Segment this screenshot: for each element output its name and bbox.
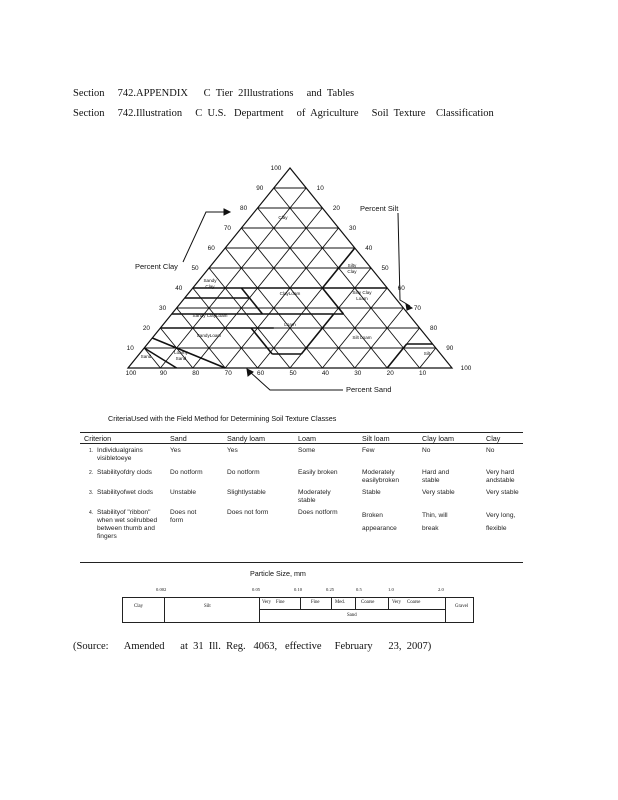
clay-arrow-line — [183, 212, 224, 262]
row4-sandy-loam: Does not form — [227, 509, 269, 516]
region-loamy-sand-2: Sand — [175, 356, 187, 361]
clay-tick-label: 70 — [223, 225, 231, 232]
scale-coarse-1: Coarse — [361, 600, 375, 605]
scale-fine-1: Fine — [276, 600, 285, 605]
sand-tick-label: 90 — [159, 370, 167, 377]
row3-loam: Moderately stable — [298, 489, 331, 504]
header-sand: Sand — [170, 434, 187, 443]
row4-sand: Does not form — [170, 509, 197, 524]
row3-clay-loam: Very stable — [422, 489, 455, 496]
row2-loam: Easily broken — [298, 469, 338, 476]
silt-arrow-line — [398, 213, 410, 306]
scale-very-coarse-2: Coarse — [407, 600, 421, 605]
row1-loam: Some — [298, 447, 316, 454]
divider-025 — [331, 597, 332, 609]
clay-tick-label: 100 — [270, 165, 282, 172]
scale-fine-2: Fine — [311, 600, 320, 605]
silt-tick-label: 70 — [413, 305, 421, 312]
silt-tick-label: 30 — [349, 225, 357, 232]
clay-tick-label: 40 — [175, 285, 183, 292]
row1-num: 1. — [89, 448, 94, 454]
clay-tick-label: 50 — [191, 265, 199, 272]
tick-010: 0.10 — [294, 587, 303, 592]
header-clay-loam: Clay loam — [422, 434, 454, 443]
percent-clay-label: Percent Clay — [135, 262, 178, 271]
row2-silt-loam: Moderately easilybroken — [362, 469, 400, 484]
silt-tick-label: 60 — [397, 285, 405, 292]
row2-clay: Very hard andstable — [486, 469, 515, 484]
sand-tick-label: 100 — [125, 370, 137, 377]
region-silt-loam: Silt Loam — [352, 335, 372, 340]
region-silt: Silt — [423, 351, 431, 356]
row3-silt-loam: Stable — [362, 489, 381, 496]
row2-clay-loam: Hard and stable — [422, 469, 450, 484]
clay-tick-label: 60 — [207, 245, 215, 252]
tick-005: 0.05 — [252, 587, 261, 592]
class-boundary — [322, 288, 343, 314]
clay-tick-label: 90 — [256, 185, 264, 192]
divider-0002 — [164, 597, 165, 622]
row1-sandy-loam: Yes — [227, 447, 238, 454]
sand-tick-label: 10 — [419, 370, 427, 377]
row1-clay: No — [486, 447, 495, 454]
scale-very-coarse-1: Very — [392, 600, 402, 605]
silt-tick-label: 10 — [316, 185, 324, 192]
row1-silt-loam: Few — [362, 447, 375, 454]
sand-tick-label: 20 — [386, 370, 394, 377]
region-sandy-clay-1: Sandy — [203, 278, 217, 283]
region-loam: Loam — [284, 322, 296, 327]
class-boundary — [251, 328, 272, 354]
table-top-rule — [80, 432, 523, 433]
region-clay: Clay — [278, 215, 288, 220]
source-note: (Source: Amended at 31 Ill. Reg. 4063, effective February 23, 2007) — [73, 641, 432, 652]
clay-tick-label: 20 — [142, 325, 150, 332]
row1-clay-loam: No — [422, 447, 431, 454]
tick-0002: 0.002 — [156, 587, 167, 592]
silt-gridline — [241, 228, 354, 368]
silt-gridline — [209, 268, 290, 368]
sand-tick-label: 30 — [354, 370, 362, 377]
sand-tick-label: 70 — [224, 370, 232, 377]
tick-20: 2.0 — [438, 587, 444, 592]
sand-arrow-head — [247, 369, 253, 376]
silt-tick-label: 80 — [430, 325, 438, 332]
region-silty-clay-loam-2: Loam — [356, 296, 368, 301]
row1-sand: Yes — [170, 447, 181, 454]
clay-tick-label: 80 — [240, 205, 248, 212]
row2-sand: Do notform — [170, 469, 203, 476]
sand-tick-label: 60 — [257, 370, 265, 377]
divider-010 — [300, 597, 301, 609]
region-silty-clay-2: Clay — [347, 269, 357, 274]
row2-criterion: Stabilityofdry clods — [97, 469, 152, 476]
silt-tick-label: 40 — [365, 245, 373, 252]
scale-sand: Sand — [347, 613, 357, 618]
header-line-2: Section 742.Illustration C U.S. Department of Agriculture Soil Texture Classification — [73, 108, 494, 119]
row3-sand: Unstable — [170, 489, 197, 496]
header-silt-loam: Silt loam — [362, 434, 390, 443]
sand-subdivision-rule — [259, 609, 445, 610]
particle-size-title: Particle Size, mm — [250, 569, 306, 578]
silt-tick-label: 90 — [446, 345, 454, 352]
scale-clay: Clay — [134, 604, 144, 609]
region-silty-clay-1: Silty — [347, 263, 357, 268]
row3-num: 3. — [89, 490, 94, 496]
class-boundary — [241, 288, 262, 314]
scale-gravel: Gravel — [455, 604, 469, 609]
divider-05 — [355, 597, 356, 609]
header-sandy-loam: Sandy loam — [227, 434, 265, 443]
region-sand: Sand — [140, 354, 152, 359]
sand-tick-label: 40 — [321, 370, 329, 377]
row4-loam: Does notform — [298, 509, 338, 516]
percent-silt-label: Percent Silt — [360, 204, 399, 213]
scale-medium: Med. — [335, 600, 345, 605]
region-loamy-sand-1: Loamy — [174, 350, 188, 355]
header-loam: Loam — [298, 434, 316, 443]
tick-05: 0.5 — [356, 587, 362, 592]
sand-tick-label: 80 — [192, 370, 200, 377]
percent-sand-label: Percent Sand — [346, 385, 392, 394]
divider-20 — [445, 597, 446, 622]
region-sandy-clay-loam: Sandy ClayLoam — [192, 313, 228, 318]
region-sandy-clay-2: Clay — [205, 284, 215, 289]
row2-num: 2. — [89, 470, 94, 476]
tick-10: 1.0 — [388, 587, 394, 592]
row4-num: 4. — [89, 510, 94, 516]
row4-clay: Very long, flexible — [486, 512, 516, 532]
header-line-1: Section 742.APPENDIX C Tier 2Illustrations and Tables — [73, 88, 355, 99]
silt-tick-label: 20 — [332, 205, 340, 212]
header-criterion: Criterion — [84, 434, 112, 443]
region-sandy-loam: SandyLoam — [196, 333, 222, 338]
scale-very-fine: Very — [262, 600, 272, 605]
table-bottom-rule — [80, 562, 523, 563]
row4-clay-loam: Thin, will break — [422, 512, 448, 532]
region-silty-clay-loam-1: Silty Clay — [352, 290, 372, 295]
clay-tick-label: 30 — [159, 305, 167, 312]
header-clay: Clay — [486, 434, 501, 443]
row3-sandy-loam: Slightlystable — [227, 489, 266, 496]
clay-arrow-head — [224, 209, 230, 215]
particle-size-scale — [122, 597, 474, 623]
field-table-title: CriteriaUsed with the Field Method for Determining Soil Texture Classes — [108, 414, 337, 423]
table-header-rule — [80, 443, 523, 444]
tick-025: 0.25 — [326, 587, 335, 592]
silt-tick-label: 100 — [460, 365, 472, 372]
scale-silt: Silt — [204, 604, 211, 609]
row2-sandy-loam: Do notform — [227, 469, 260, 476]
region-clay-loam: ClayLoam — [279, 291, 301, 296]
row3-criterion: Stabilityofwet clods — [97, 489, 154, 496]
row4-silt-loam: Broken appearance — [362, 512, 397, 532]
row4-criterion: Stabilityof "ribbon" when wet soilrubbed between thumb and fingers — [97, 509, 158, 540]
row3-clay: Very stable — [486, 489, 519, 496]
silt-tick-label: 50 — [381, 265, 389, 272]
clay-tick-label: 10 — [126, 345, 134, 352]
row1-criterion: Individualgrains visibletoeye — [97, 447, 143, 462]
divider-10 — [388, 597, 389, 609]
sand-tick-label: 50 — [289, 370, 297, 377]
